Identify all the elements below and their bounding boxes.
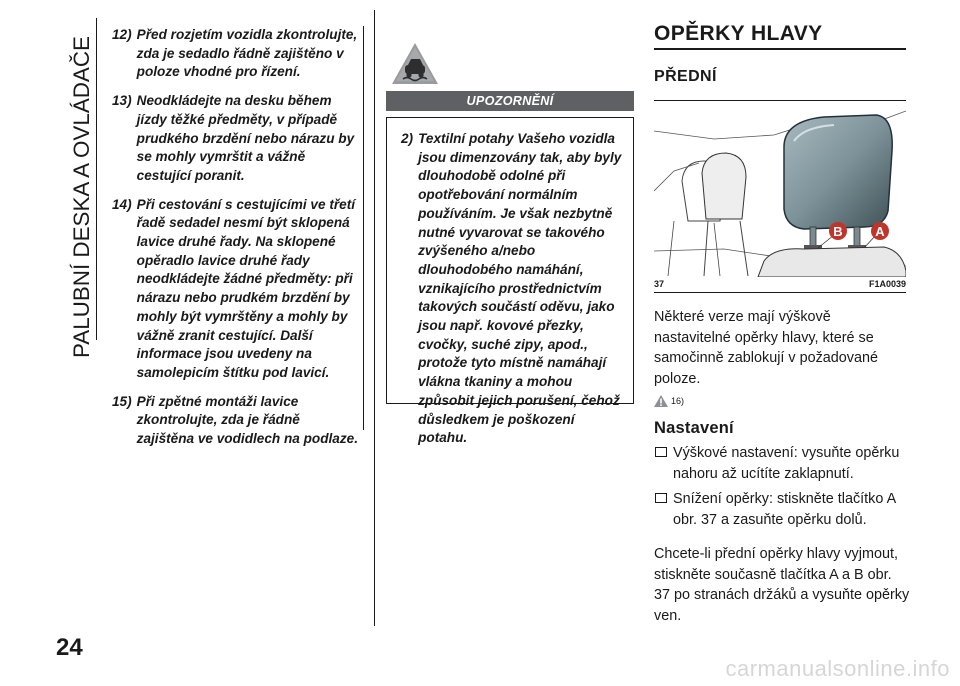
figure-code: F1A0039 [868,279,906,289]
item-number: 14) [112,196,132,212]
checkbox-bullet-icon [655,447,667,457]
callout-a-label: A [875,224,885,239]
watermark: carmanualsonline.info [725,656,950,681]
bullet-text: Výškové nastavení: vysuňte opěrku nahoru až ucítíte zaklapnutí. [673,445,900,482]
figure-caption [654,279,906,289]
column-divider [374,10,375,626]
item-text: Před rozjetím vozidla zkontrolujte, zda je sedadlo řádně zajištěno v poloze vhodné pro řízení. [136,27,358,80]
note-reference [654,395,910,407]
list-item [112,26,359,82]
bullet-text: Snížení opěrky: stiskněte tlačítko A obr. 37 a zasuňte opěrku dolů. [673,491,896,528]
list-item [112,393,359,449]
warning-banner: UPOZORNĚNÍ [386,91,634,111]
car-warning-icon [390,41,440,86]
left-warning-column [112,26,364,447]
list-item [112,92,359,186]
subheading: PŘEDNÍ [654,68,717,85]
item-number: 15) [112,393,132,409]
list-item [654,443,910,484]
item-number: 13) [112,93,132,109]
item-text: Při cestování s cestujícími ve třetí řadě sedadel nesmí být sklopená lavice druhé řady. Na sklopené opěradlo lavice druhé řady neodkládejte žádné předměty: při nárazu nebo prudkém brzdění by mohly být vymrštěny a mohly by vážně zranit cestující. Další informace jsou uvedeny na samolepicím štítku pod lavicí. [136,196,356,380]
section-title-text: PALUBNÍ DESKA A OVLÁDAČE [69,34,94,358]
headrest-figure [654,101,906,277]
list-item [401,130,627,448]
figure-number: 37 [654,279,665,289]
section-title-vertical [58,18,98,358]
right-column [654,22,910,626]
section-heading: OPĚRKY HLAVY [654,22,823,45]
warning-triangle-icon [654,395,668,407]
list-item [654,489,910,530]
intro-paragraph: Některé verze mají výškově nastavitelné opěrky hlavy, které se samočinně zablokují v požadované poloze. [654,309,878,387]
item-text: Při zpětné montáži lavice zkontrolujte, zda je řádně zajištěna ve vodidlech na podlaze. [136,393,358,447]
closing-paragraph: Chcete-li přední opěrky hlavy vyjmout, stiskněte současně tlačítka A a B obr. 37 po stranách držáků a vysuňte opěrky ven. [654,546,910,624]
checkbox-bullet-icon [655,493,667,503]
item-number: 2) [401,131,414,146]
page-number: 24 [56,634,83,661]
subsection-heading: Nastavení [654,419,734,437]
figure-bottom-rule [654,292,906,293]
sidebar-rule [96,18,97,340]
heading-rule [654,48,906,50]
item-text: Textilní potahy Vašeho vozidla jsou dimenzovány tak, aby byly dlouhodobě odolné při opotřebování normálním používáním. Je však nezbytně nutné vyvarovat se takového zvýšeného a/nebo dlouhodobého namáhání, vznikajícího prostřednictvím takových součástí oděvu, jako jsou např. kovové přezky, cvočky, suché zipy, apod., protože tyto místně namáhají vlákna tkaniny a mohou způsobit jejich porušení, čehož důsledkem je poškození potahu. [418,131,622,446]
item-text: Neodkládejte na desku během jízdy těžké předměty, v případě prudkého brzdění nebo nárazu by se mohly vymrštit a vážně cestující poranit. [136,93,355,183]
list-item [112,196,359,383]
callout-b-label: B [833,224,843,239]
note-reference-number: 16) [671,396,685,406]
item-number: 12) [112,27,132,42]
warning-box [386,117,634,446]
